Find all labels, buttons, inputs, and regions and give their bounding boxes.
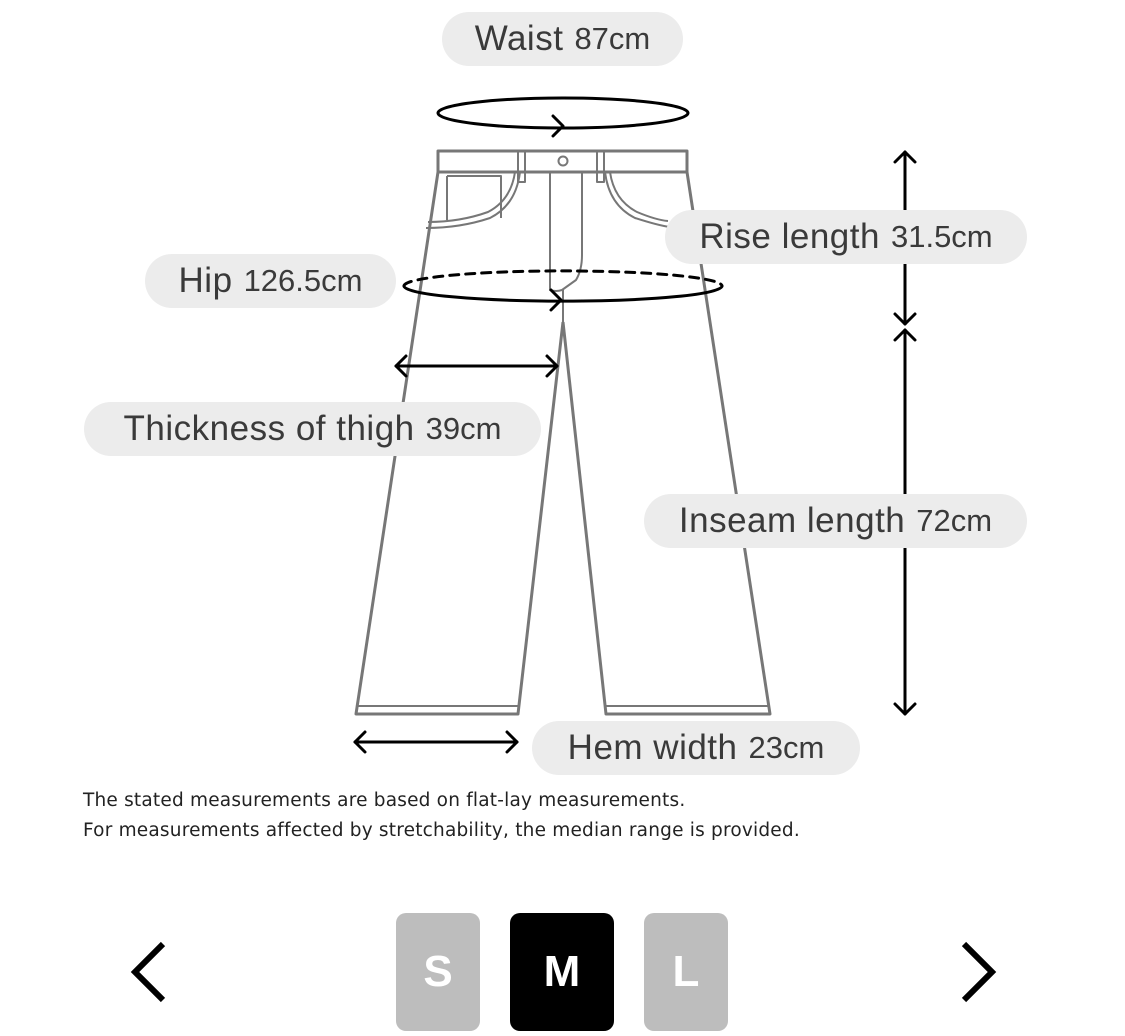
waist-label: Waist	[474, 19, 564, 58]
chevron-left-icon	[125, 940, 175, 1004]
measurement-note-line-1: The stated measurements are based on flat-lay measurements.	[83, 790, 686, 811]
thigh-measurement-label	[84, 402, 541, 456]
hip-label: Hip	[178, 261, 233, 300]
size-option-l-label: L	[672, 947, 700, 996]
measurement-note-line-2: For measurements affected by stretchability, the median range is provided.	[83, 820, 800, 841]
size-option-m-label: M	[543, 947, 581, 996]
inseam-label: Inseam length	[678, 501, 906, 540]
waist-measurement-label	[442, 12, 683, 66]
rise-label: Rise length	[699, 217, 880, 256]
previous-button[interactable]	[125, 940, 175, 1004]
chevron-right-icon	[952, 940, 1002, 1004]
next-button[interactable]	[952, 940, 1002, 1004]
inseam-value: 72cm	[916, 503, 993, 538]
size-option-s[interactable]	[396, 913, 480, 1031]
thigh-label: Thickness of thigh	[123, 409, 415, 448]
hem-measurement-label	[532, 721, 860, 775]
size-option-l[interactable]	[644, 913, 728, 1031]
inseam-measurement-label	[644, 494, 1027, 548]
waist-value: 87cm	[574, 21, 651, 56]
rise-value: 31.5cm	[890, 219, 993, 254]
size-option-m[interactable]	[510, 913, 614, 1031]
rise-measurement-label	[665, 210, 1027, 264]
thigh-value: 39cm	[425, 411, 502, 446]
hip-measurement-label	[145, 254, 396, 308]
hip-value: 126.5cm	[243, 263, 363, 298]
size-option-s-label: S	[423, 947, 453, 996]
hem-value: 23cm	[748, 730, 825, 765]
hem-label: Hem width	[567, 728, 738, 767]
